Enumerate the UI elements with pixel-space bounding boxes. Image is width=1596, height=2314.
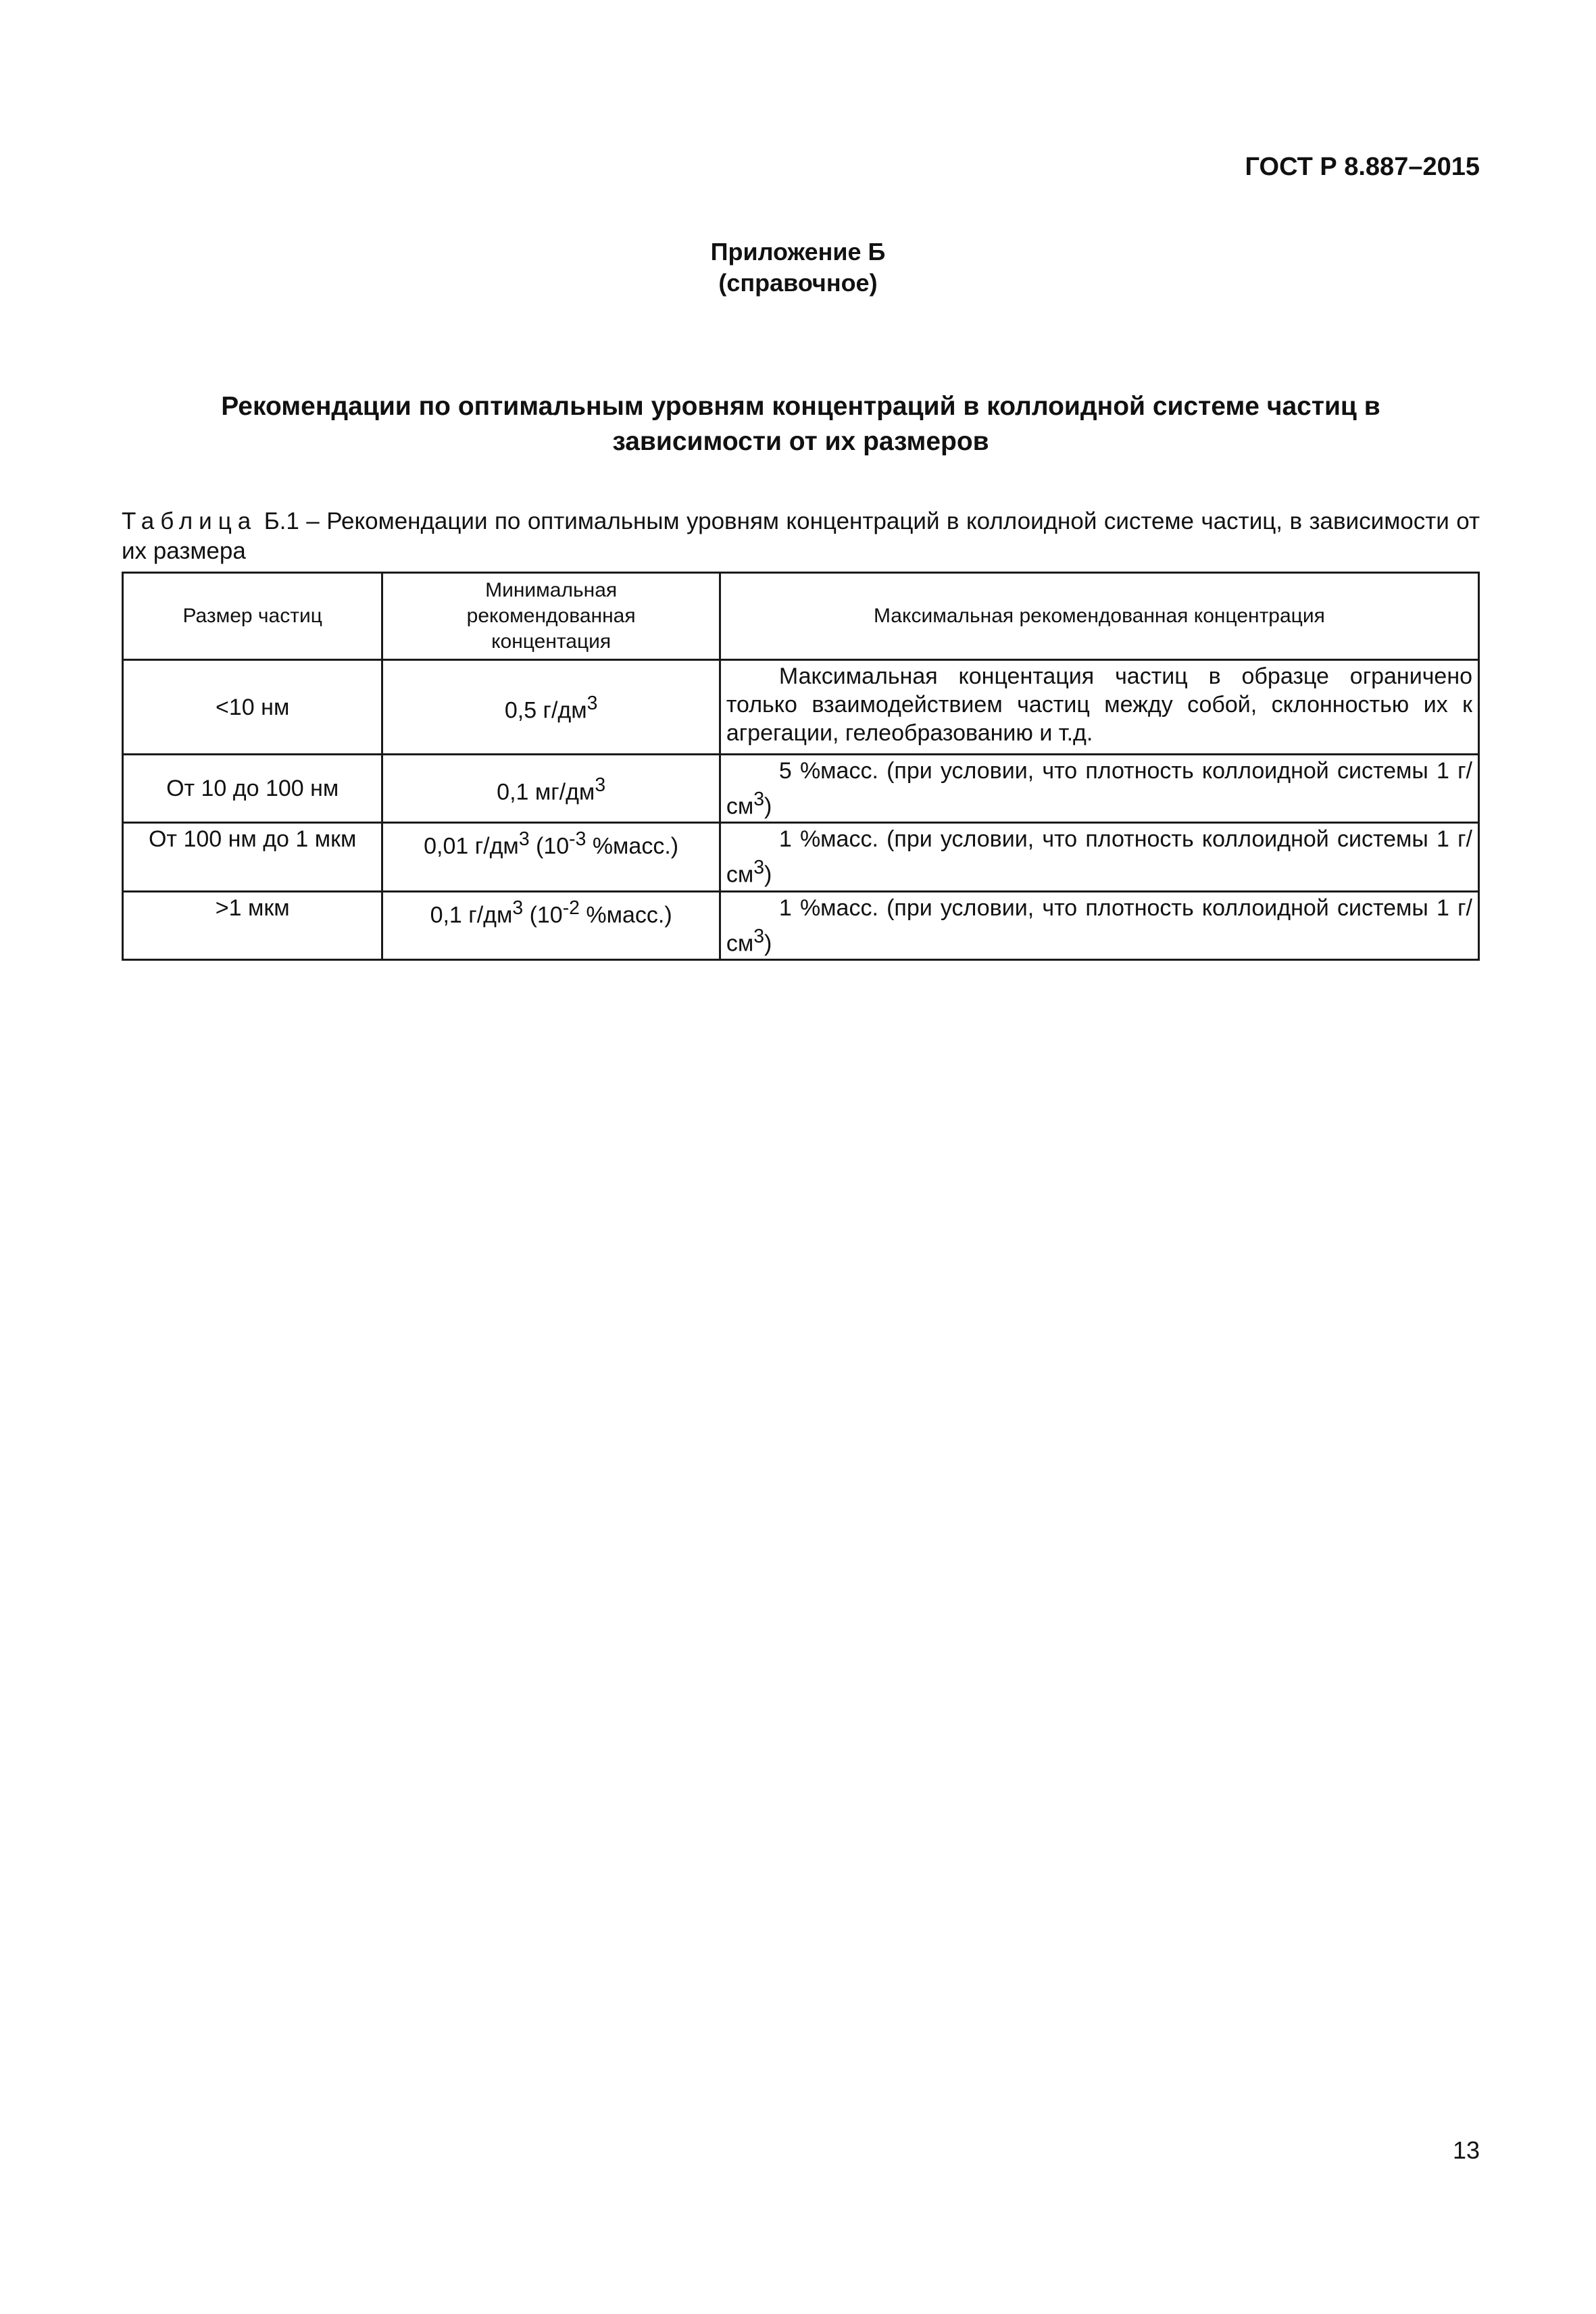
max-exponent: 3 bbox=[753, 857, 764, 879]
table-row bbox=[123, 660, 1479, 755]
max-value: 5 %масс. (при условии, что плотность коллоидной системы 1 г/см bbox=[726, 758, 1472, 820]
concentration-table bbox=[122, 572, 1480, 961]
cell-particle-size: <10 нм bbox=[123, 660, 382, 755]
min-exponent: 3 bbox=[587, 693, 598, 715]
cell-particle-size: От 100 нм до 1 мкм bbox=[123, 823, 382, 891]
section-title-line2: зависимости от их размеров bbox=[612, 427, 989, 456]
table-row bbox=[123, 891, 1479, 959]
table-row bbox=[123, 823, 1479, 891]
max-value-end: ) bbox=[764, 861, 772, 888]
min-value-unit: %масс.) bbox=[586, 833, 679, 859]
cell-min-concentration bbox=[382, 891, 720, 959]
page-number: 13 bbox=[1452, 2136, 1480, 2164]
max-value: Максимальная концентация частиц в образце ограничено только взаимодействием частиц между собой, склонностью их к агрегации, гелеобразованию и т.д. bbox=[726, 663, 1472, 746]
min-value-mass: (10 bbox=[523, 901, 563, 928]
cell-particle-size: >1 мкм bbox=[123, 891, 382, 959]
header-min-line: Минимальная bbox=[485, 579, 618, 601]
max-exponent: 3 bbox=[753, 925, 764, 947]
table-header-row bbox=[123, 573, 1479, 660]
max-value-end: ) bbox=[764, 793, 772, 820]
header-min-line: рекомендованная bbox=[466, 605, 636, 627]
cell-min-concentration bbox=[382, 660, 720, 755]
annex-heading bbox=[0, 236, 1596, 299]
min-exponent: 3 bbox=[518, 828, 530, 851]
cell-max-concentration bbox=[720, 891, 1478, 959]
min-value: 0,1 г/дм bbox=[430, 901, 513, 928]
min-value: 0,5 г/дм bbox=[504, 697, 587, 724]
cell-min-concentration bbox=[382, 755, 720, 823]
cell-min-concentration bbox=[382, 823, 720, 891]
table-caption-label: Таблица bbox=[122, 508, 257, 534]
table-caption bbox=[122, 507, 1480, 566]
table-row bbox=[123, 755, 1479, 823]
header-min-concentration bbox=[382, 573, 720, 660]
min-value-mass: (10 bbox=[529, 833, 570, 859]
cell-max-concentration bbox=[720, 660, 1478, 755]
max-value-end: ) bbox=[764, 930, 772, 956]
annex-status: (справочное) bbox=[718, 269, 878, 297]
annex-title: Приложение Б bbox=[710, 238, 886, 266]
min-value: 0,1 мг/дм bbox=[497, 779, 595, 805]
header-min-line: концентация bbox=[491, 630, 612, 653]
min-mass-exponent: -3 bbox=[569, 828, 587, 851]
max-exponent: 3 bbox=[753, 788, 764, 810]
section-title-line1: Рекомендации по оптимальным уровням концентраций в коллоидной системе частиц в bbox=[221, 392, 1380, 421]
header-max-concentration: Максимальная рекомендованная концентрация bbox=[720, 573, 1478, 660]
header-particle-size: Размер частиц bbox=[123, 573, 382, 660]
max-value: 1 %масс. (при условии, что плотность коллоидной системы 1 г/см bbox=[726, 895, 1472, 956]
table-caption-text: Б.1 – Рекомендации по оптимальным уровням концентраций в коллоидной системе частиц, в зависимости от их размера bbox=[122, 508, 1480, 564]
section-title bbox=[122, 389, 1480, 459]
cell-max-concentration bbox=[720, 823, 1478, 891]
min-value-unit: %масс.) bbox=[579, 901, 672, 928]
max-value: 1 %масс. (при условии, что плотность коллоидной системы 1 г/см bbox=[726, 826, 1472, 888]
cell-particle-size: От 10 до 100 нм bbox=[123, 755, 382, 823]
document-code: ГОСТ Р 8.887–2015 bbox=[1245, 153, 1480, 181]
cell-max-concentration bbox=[720, 755, 1478, 823]
min-value: 0,01 г/дм bbox=[424, 833, 519, 859]
min-exponent: 3 bbox=[512, 897, 524, 919]
min-exponent: 3 bbox=[595, 774, 606, 796]
min-mass-exponent: -2 bbox=[562, 897, 580, 919]
